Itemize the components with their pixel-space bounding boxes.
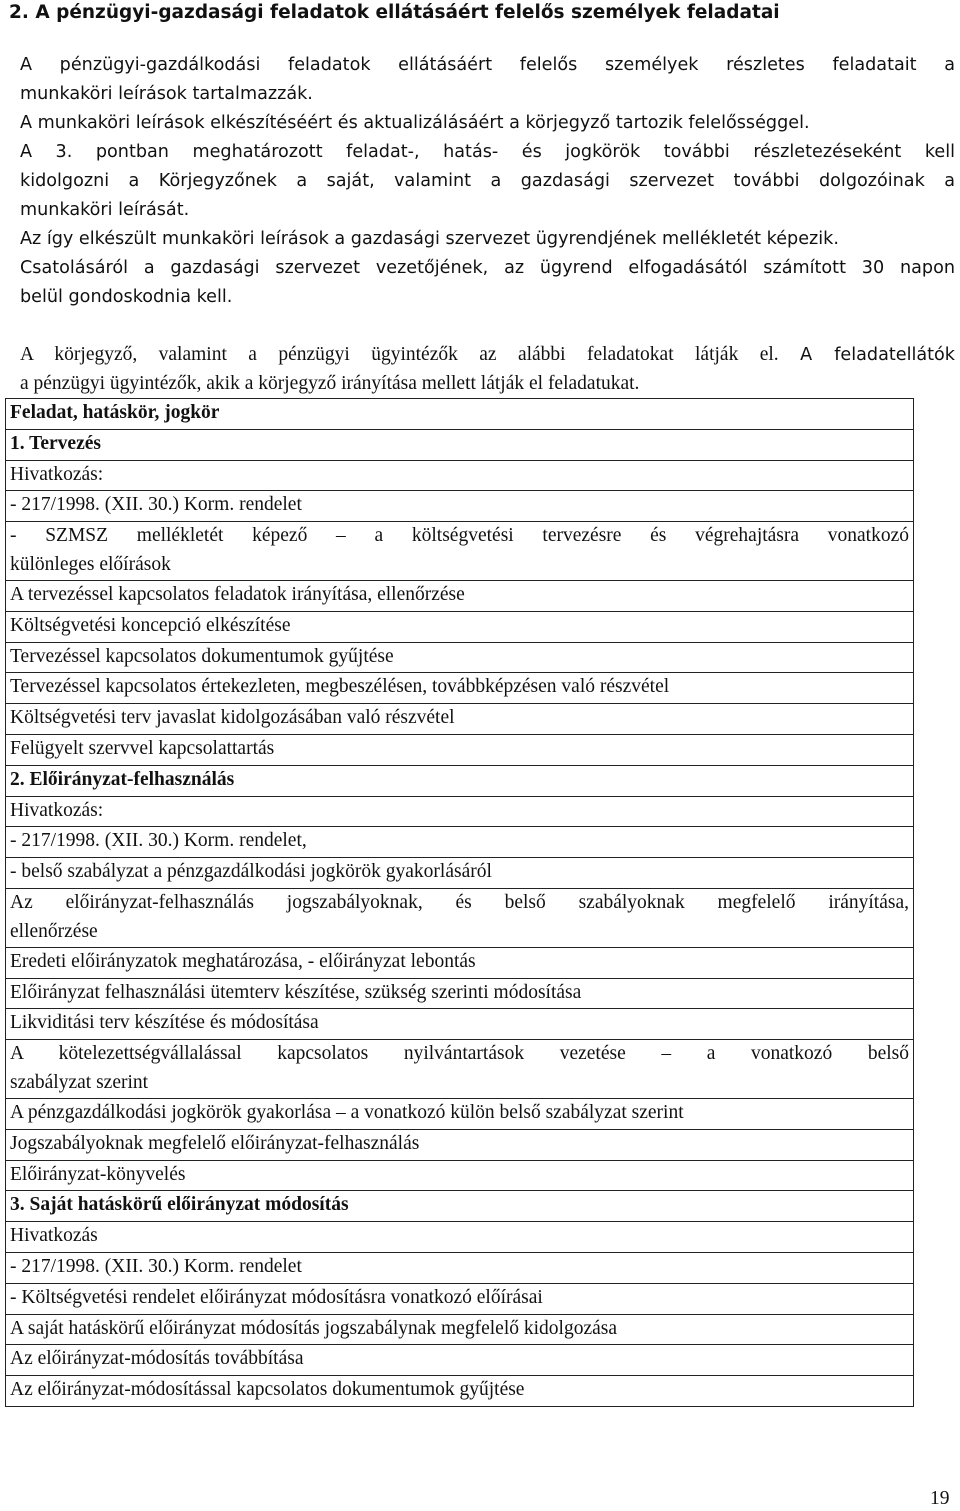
table-header-row xyxy=(6,399,914,430)
cell-text-line: különleges előírások xyxy=(10,554,171,576)
table-section-row xyxy=(6,765,914,796)
task-cell xyxy=(6,1129,914,1160)
section-title-cell xyxy=(6,1191,914,1222)
cell-text-line: 3. Saját hatáskörű előirányzat módosítás xyxy=(10,1194,349,1216)
task-cell xyxy=(6,1376,914,1407)
task-cell xyxy=(6,1314,914,1345)
cell-text-line: A tervezéssel kapcsolatos feladatok irányítása, ellenőrzése xyxy=(10,584,465,605)
intro-paragraph-3-line-2: kidolgozni a Körjegyzőnek a saját, valamint a gazdasági szervezet további dolgozóinak a xyxy=(20,171,955,191)
table-row xyxy=(6,1345,914,1376)
cell-text-line: 2. Előirányzat-felhasználás xyxy=(10,768,235,790)
task-table xyxy=(5,398,914,1407)
cell-text-line: Hivatkozás xyxy=(10,1225,98,1247)
table-row xyxy=(6,642,914,673)
page-number: 19 xyxy=(930,1488,950,1509)
task-cell xyxy=(6,827,914,858)
table-header-cell: Feladat, hatáskör, jogkör xyxy=(6,399,914,430)
intro-paragraph-5-line-1: Csatolásáról a gazdasági szervezet vezetőjének, az ügyrend elfogadásától számított 30 napon xyxy=(20,258,955,278)
cell-text-line: Likviditási terv készítése és módosítása xyxy=(10,1012,319,1034)
task-cell xyxy=(6,978,914,1009)
table-section-row xyxy=(6,429,914,460)
task-cell xyxy=(6,1160,914,1191)
task-cell xyxy=(6,611,914,642)
cell-text-line: - 217/1998. (XII. 30.) Korm. rendelet xyxy=(10,494,302,516)
table-row xyxy=(6,1252,914,1283)
table-row xyxy=(6,1376,914,1407)
cell-text-line: A saját hatáskörű előirányzat módosítás jogszabálynak megfelelő kidolgozása xyxy=(10,1317,618,1339)
table-row xyxy=(6,704,914,735)
cell-text-line: Hivatkozás: xyxy=(10,799,104,821)
table-row xyxy=(6,1009,914,1040)
table-row xyxy=(6,947,914,978)
cell-text-line: Költségvetési koncepció elkészítése xyxy=(10,614,291,636)
cell-text-line: Tervezéssel kapcsolatos értekezleten, megbeszélésen, továbbképzésen való részvétel xyxy=(10,676,670,698)
table-row xyxy=(6,827,914,858)
table-section-row xyxy=(6,1191,914,1222)
section-title-cell xyxy=(6,765,914,796)
cell-text-line: - belső szabályzat a pénzgazdálkodási jogkörök gyakorlásáról xyxy=(10,861,492,883)
table-row xyxy=(6,673,914,704)
section-heading: 2. A pénzügyi-gazdasági feladatok ellátásáért felelős személyek feladatai xyxy=(9,2,780,23)
cell-text-line: Költségvetési terv javaslat kidolgozásában való részvétel xyxy=(10,707,455,729)
cell-text-line: Tervezéssel kapcsolatos dokumentumok gyűjtése xyxy=(10,645,394,667)
table-row xyxy=(6,1160,914,1191)
intro-paragraph-6-line-1-sans: A feladatellátók xyxy=(800,345,955,365)
task-cell xyxy=(6,1252,914,1283)
table-row xyxy=(6,978,914,1009)
task-cell xyxy=(6,491,914,522)
intro-paragraph-6-line-1 xyxy=(20,340,955,370)
table-row xyxy=(6,1098,914,1129)
cell-text-line: ellenőrzése xyxy=(10,920,98,942)
task-cell xyxy=(6,642,914,673)
intro-paragraph-4: Az így elkészült munkaköri leírások a gazdasági szervezet ügyrendjének mellékletét képezik. xyxy=(20,229,839,249)
cell-text-line: Az előirányzat-felhasználás jogszabályoknak, és belső szabályoknak megfelelő irányítása, xyxy=(10,891,909,913)
task-cell xyxy=(6,1222,914,1253)
task-cell xyxy=(6,581,914,612)
table-row xyxy=(6,460,914,491)
task-cell xyxy=(6,858,914,889)
table-row xyxy=(6,1283,914,1314)
task-cell xyxy=(6,1009,914,1040)
task-cell xyxy=(6,1040,914,1099)
cell-text-line: Előirányzat-könyvelés xyxy=(10,1163,186,1185)
table-row xyxy=(6,858,914,889)
intro-paragraph-5-line-2: belül gondoskodnia kell. xyxy=(20,287,233,307)
table-row xyxy=(6,1222,914,1253)
cell-text-line: Eredeti előirányzatok meghatározása, - előirányzat lebontás xyxy=(10,950,476,972)
cell-text-line: Jogszabályoknak megfelelő előirányzat-felhasználás xyxy=(10,1132,420,1154)
table-row xyxy=(6,888,914,947)
intro-paragraph-1-line-2: munkaköri leírások tartalmazzák. xyxy=(20,84,313,104)
table-row xyxy=(6,1040,914,1099)
intro-paragraph-2: A munkaköri leírások elkészítéséért és aktualizálásáért a körjegyző tartozik felelősséggel. xyxy=(20,113,810,133)
table-row xyxy=(6,796,914,827)
table-row xyxy=(6,581,914,612)
cell-text-line: Felügyelt szervvel kapcsolattartás xyxy=(10,737,275,759)
cell-text-line: - Költségvetési rendelet előirányzat módosításra vonatkozó előírásai xyxy=(10,1286,543,1308)
task-cell xyxy=(6,734,914,765)
task-cell xyxy=(6,1283,914,1314)
cell-text-line: Az előirányzat-módosítás továbbítása xyxy=(10,1348,304,1370)
intro-paragraph-3-line-1: A 3. pontban meghatározott feladat-, hatás- és jogkörök további részletezéseként kell xyxy=(20,142,955,162)
cell-text-line: A kötelezettségvállalással kapcsolatos nyilvántartások vezetése – a vonatkozó belső xyxy=(10,1043,909,1065)
intro-paragraph-3-line-3: munkaköri leírását. xyxy=(20,200,190,220)
cell-text-line: Az előirányzat-módosítással kapcsolatos dokumentumok gyűjtése xyxy=(10,1379,525,1401)
table-row xyxy=(6,491,914,522)
cell-text-line: - SZMSZ mellékletét képező – a költségvetési tervezésre és végrehajtásra vonatkozó xyxy=(10,525,909,547)
intro-paragraph-1-line-1: A pénzügyi-gazdálkodási feladatok ellátásáért felelős személyek részletes feladatait a xyxy=(20,55,955,75)
task-cell xyxy=(6,947,914,978)
task-cell xyxy=(6,1345,914,1376)
task-cell xyxy=(6,522,914,581)
cell-text-line: A pénzgazdálkodási jogkörök gyakorlása – a vonatkozó külön belső szabályzat szerint xyxy=(10,1101,684,1123)
cell-text-line: Előirányzat felhasználási ütemterv készítése, szükség szerinti módosítása xyxy=(10,981,582,1003)
table-row xyxy=(6,611,914,642)
section-title-cell xyxy=(6,429,914,460)
cell-text-line: szabályzat szerint xyxy=(10,1072,149,1094)
task-cell xyxy=(6,1098,914,1129)
cell-text-line: Hivatkozás: xyxy=(10,463,104,485)
cell-text-line: 1. Tervezés xyxy=(10,432,101,454)
intro-paragraph-6-line-2: a pénzügyi ügyintézők, akik a körjegyző irányítása mellett látják el feladatukat. xyxy=(20,373,640,394)
table-row xyxy=(6,1314,914,1345)
task-cell xyxy=(6,673,914,704)
table-row xyxy=(6,522,914,581)
cell-text-line: - 217/1998. (XII. 30.) Korm. rendelet, xyxy=(10,830,307,852)
task-cell xyxy=(6,796,914,827)
cell-text-line: - 217/1998. (XII. 30.) Korm. rendelet xyxy=(10,1255,302,1277)
intro-paragraph-6-line-1-serif: A körjegyző, valamint a pénzügyi ügyintézők az alábbi feladatokat látják el. xyxy=(20,344,779,365)
table-row xyxy=(6,1129,914,1160)
task-cell xyxy=(6,704,914,735)
task-cell xyxy=(6,460,914,491)
table-row xyxy=(6,734,914,765)
task-cell xyxy=(6,888,914,947)
